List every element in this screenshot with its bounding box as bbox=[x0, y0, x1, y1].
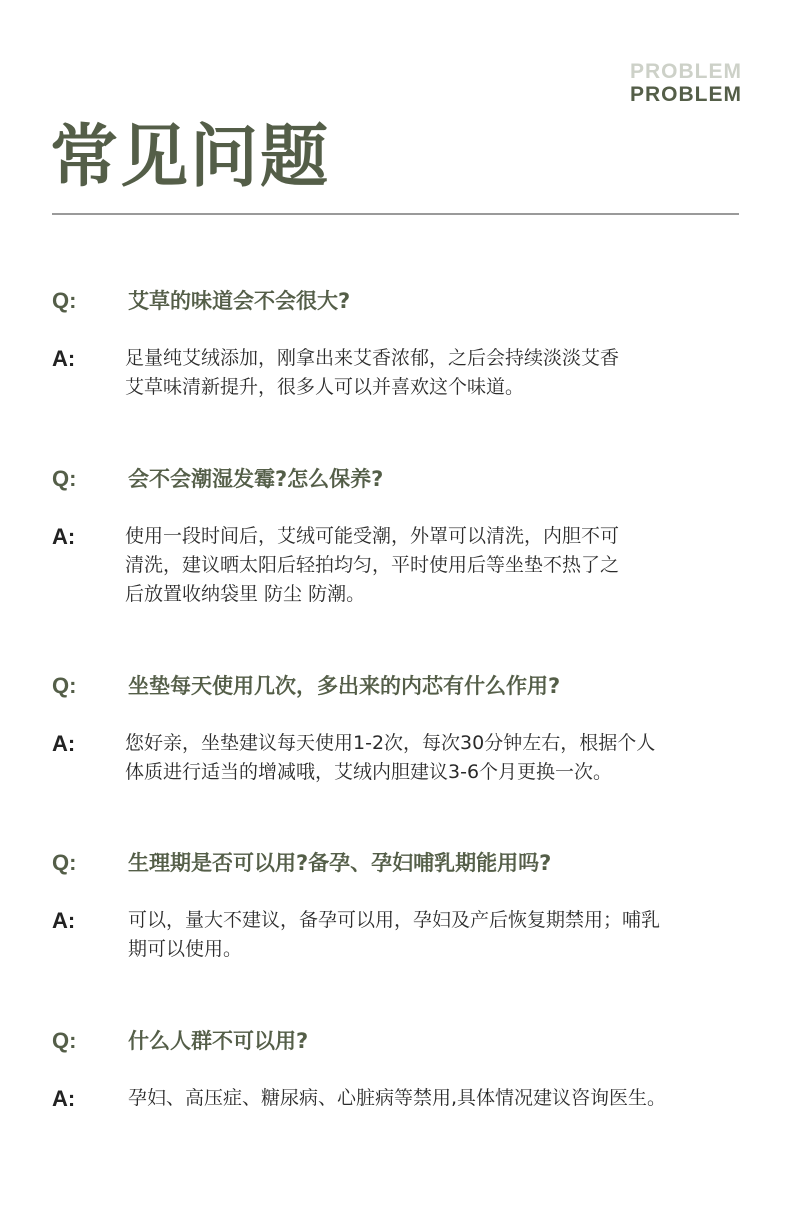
faq-answer-line: 足量纯艾绒添加，刚拿出来艾香浓郁，之后会持续淡淡艾香 bbox=[125, 347, 620, 369]
english-heading-shadow: PROBLEM bbox=[630, 60, 742, 83]
question-label: Q: bbox=[52, 673, 77, 698]
faq-answer-line: 期可以使用。 bbox=[128, 938, 243, 960]
faq-question: 生理期是否可以用?备孕、孕妇哺乳期能用吗? bbox=[128, 851, 552, 875]
question-label: Q: bbox=[52, 288, 77, 313]
faq-question: 会不会潮湿发霉?怎么保养? bbox=[128, 467, 384, 491]
faq-answer-line: 可以，量大不建议，备孕可以用，孕妇及产后恢复期禁用；哺乳 bbox=[128, 909, 661, 931]
faq-question: 什么人群不可以用? bbox=[128, 1029, 309, 1053]
answer-label: A: bbox=[52, 908, 76, 933]
answer-label: A: bbox=[52, 1086, 76, 1111]
faq-question: 坐垫每天使用几次，多出来的内芯有什么作用? bbox=[128, 674, 561, 698]
faq-answer-line: 孕妇、高压症、糖尿病、心脏病等禁用,具体情况建议咨询医生。 bbox=[128, 1087, 667, 1109]
answer-label: A: bbox=[52, 524, 76, 549]
faq-answer-line: 艾草味清新提升，很多人可以并喜欢这个味道。 bbox=[125, 376, 525, 398]
faq-answer bbox=[125, 522, 750, 609]
faq-answer bbox=[128, 906, 753, 964]
faq-answer bbox=[125, 344, 750, 402]
title-divider bbox=[52, 213, 739, 215]
faq-answer-line: 后放置收纳袋里 防尘 防潮。 bbox=[125, 583, 366, 605]
answer-label: A: bbox=[52, 346, 76, 371]
faq-answer bbox=[128, 1084, 753, 1113]
page-title: 常见问题 bbox=[50, 118, 331, 197]
faq-answer-line: 体质进行适当的增减哦，艾绒内胆建议3-6个月更换一次。 bbox=[125, 761, 613, 783]
faq-answer-line: 清洗，建议晒太阳后轻拍均匀，平时使用后等坐垫不热了之 bbox=[125, 554, 620, 576]
question-label: Q: bbox=[52, 1028, 77, 1053]
english-heading: PROBLEM bbox=[630, 83, 742, 106]
faq-answer-line: 使用一段时间后，艾绒可能受潮，外罩可以清洗，内胆不可 bbox=[125, 525, 620, 547]
question-label: Q: bbox=[52, 466, 77, 491]
answer-label: A: bbox=[52, 731, 76, 756]
faq-answer bbox=[125, 729, 750, 787]
question-label: Q: bbox=[52, 850, 77, 875]
faq-question: 艾草的味道会不会很大? bbox=[128, 289, 351, 313]
faq-answer-line: 您好亲，坐垫建议每天使用1-2次，每次30分钟左右，根据个人 bbox=[125, 732, 656, 754]
